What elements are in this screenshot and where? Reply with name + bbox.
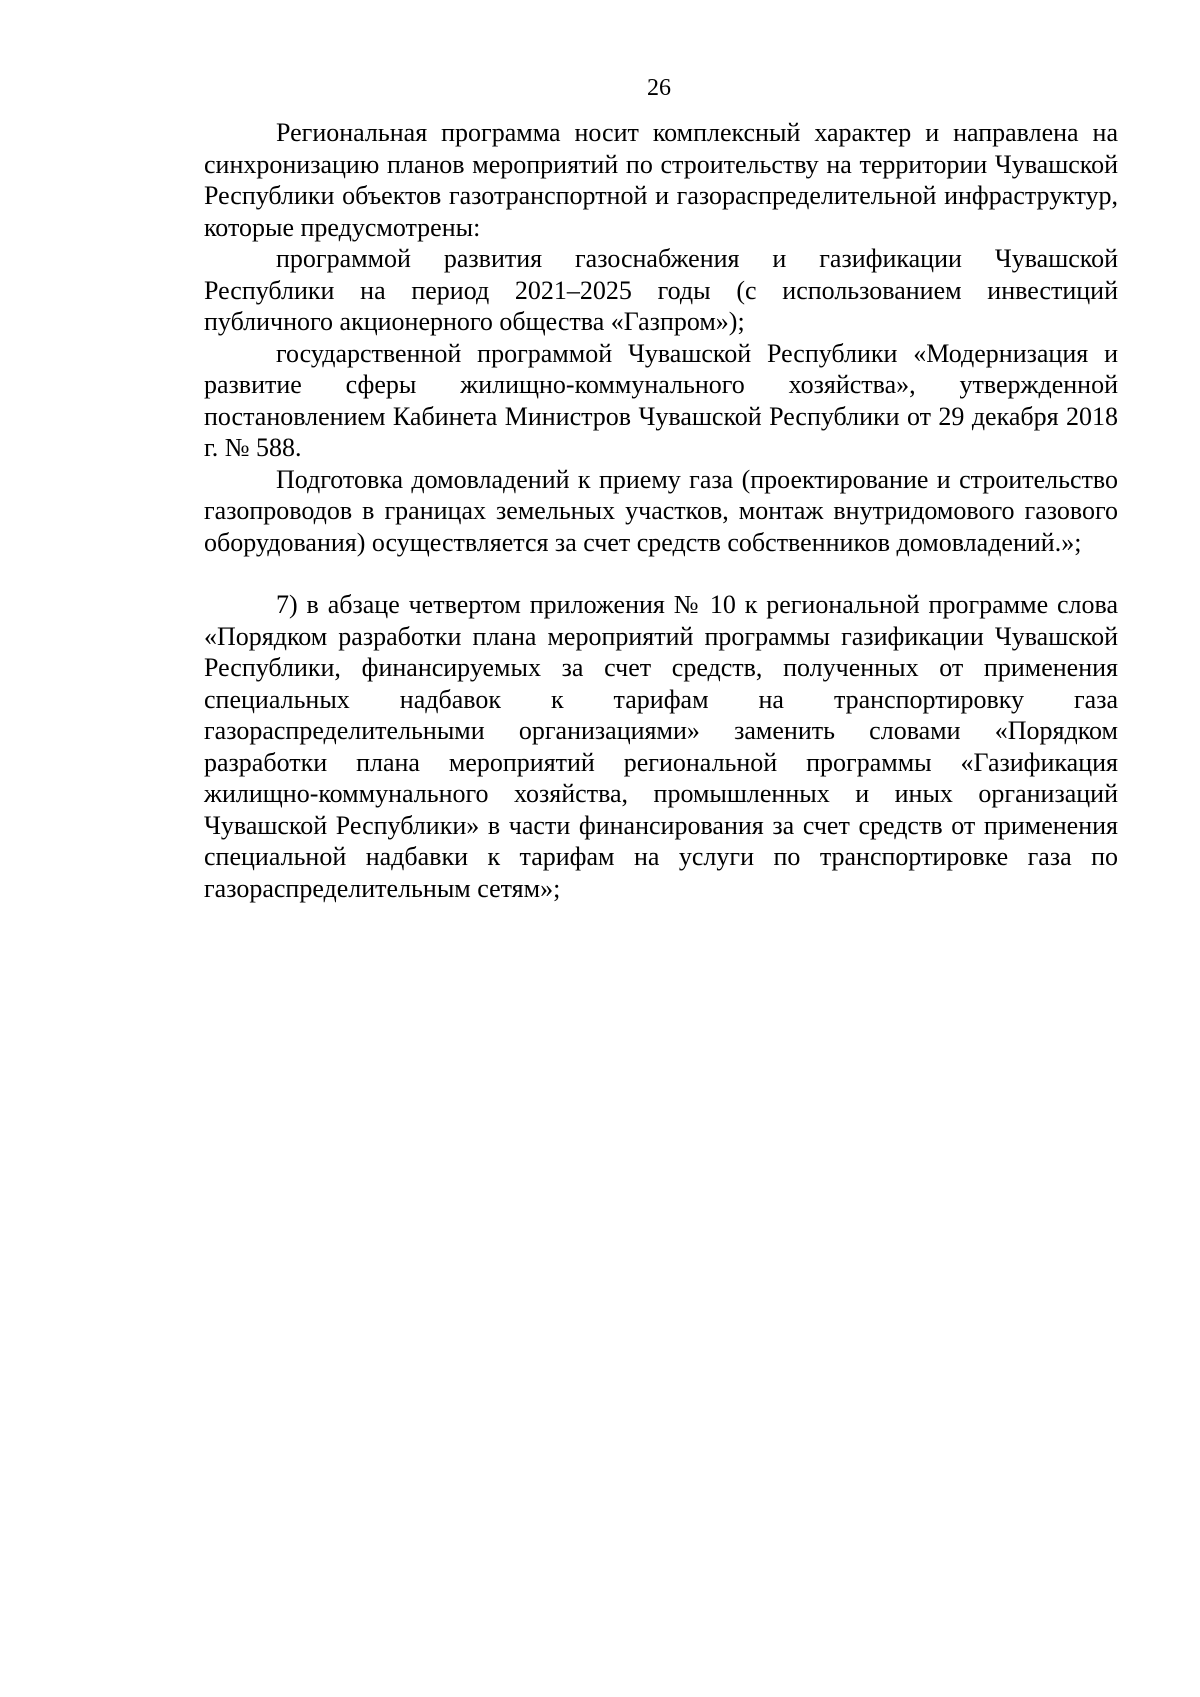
paragraph-amendment-7: 7) в абзаце четвертом приложения № 10 к региональной программе слова «Порядком разработки плана мероприятий программы газификации Чувашской Республики, финансируемых за счет средств, полученных от применения специальных надбавок к тарифам на транспортировку газа газораспределительными организациями» заменить словами «Порядком разработки плана мероприятий региональной программы «Газификация жилищно-коммунального хозяйства, промышленных и иных организаций Чувашской Республики» в части финансирования за счет средств от применения специальной надбавки к тарифам на услуги по транспортировке газа по газораспределительным сетям»; — [204, 590, 1118, 903]
paragraph-household-preparation: Подготовка домовладений к приему газа (проектирование и строительство газопроводов в границах земельных участков, монтаж внутридомового газового оборудования) осуществляется за счет средств собственников домовладений.»; — [204, 464, 1118, 557]
paragraph-state-program: государственной программой Чувашской Республики «Модернизация и развитие сферы жилищно-коммунального хозяйства», утвержденной постановлением Кабинета Министров Чувашской Республики от 29 декабря 2018 г. № 588. — [204, 338, 1118, 462]
paragraph-gas-supply-program: программой развития газоснабжения и газификации Чувашской Республики на период 2021–2025 годы (с использованием инвестиций публичного акционерного общества «Газпром»); — [204, 244, 1118, 336]
paragraph-program-description: Региональная программа носит комплексный характер и направлена на синхронизацию планов мероприятий по строительству на территории Чувашской Республики объектов газотранспортной и газораспределительной инфраструктур, которые предусмотрены: — [204, 118, 1118, 242]
document-body — [204, 117, 1118, 904]
page-number: 26 — [647, 75, 671, 101]
